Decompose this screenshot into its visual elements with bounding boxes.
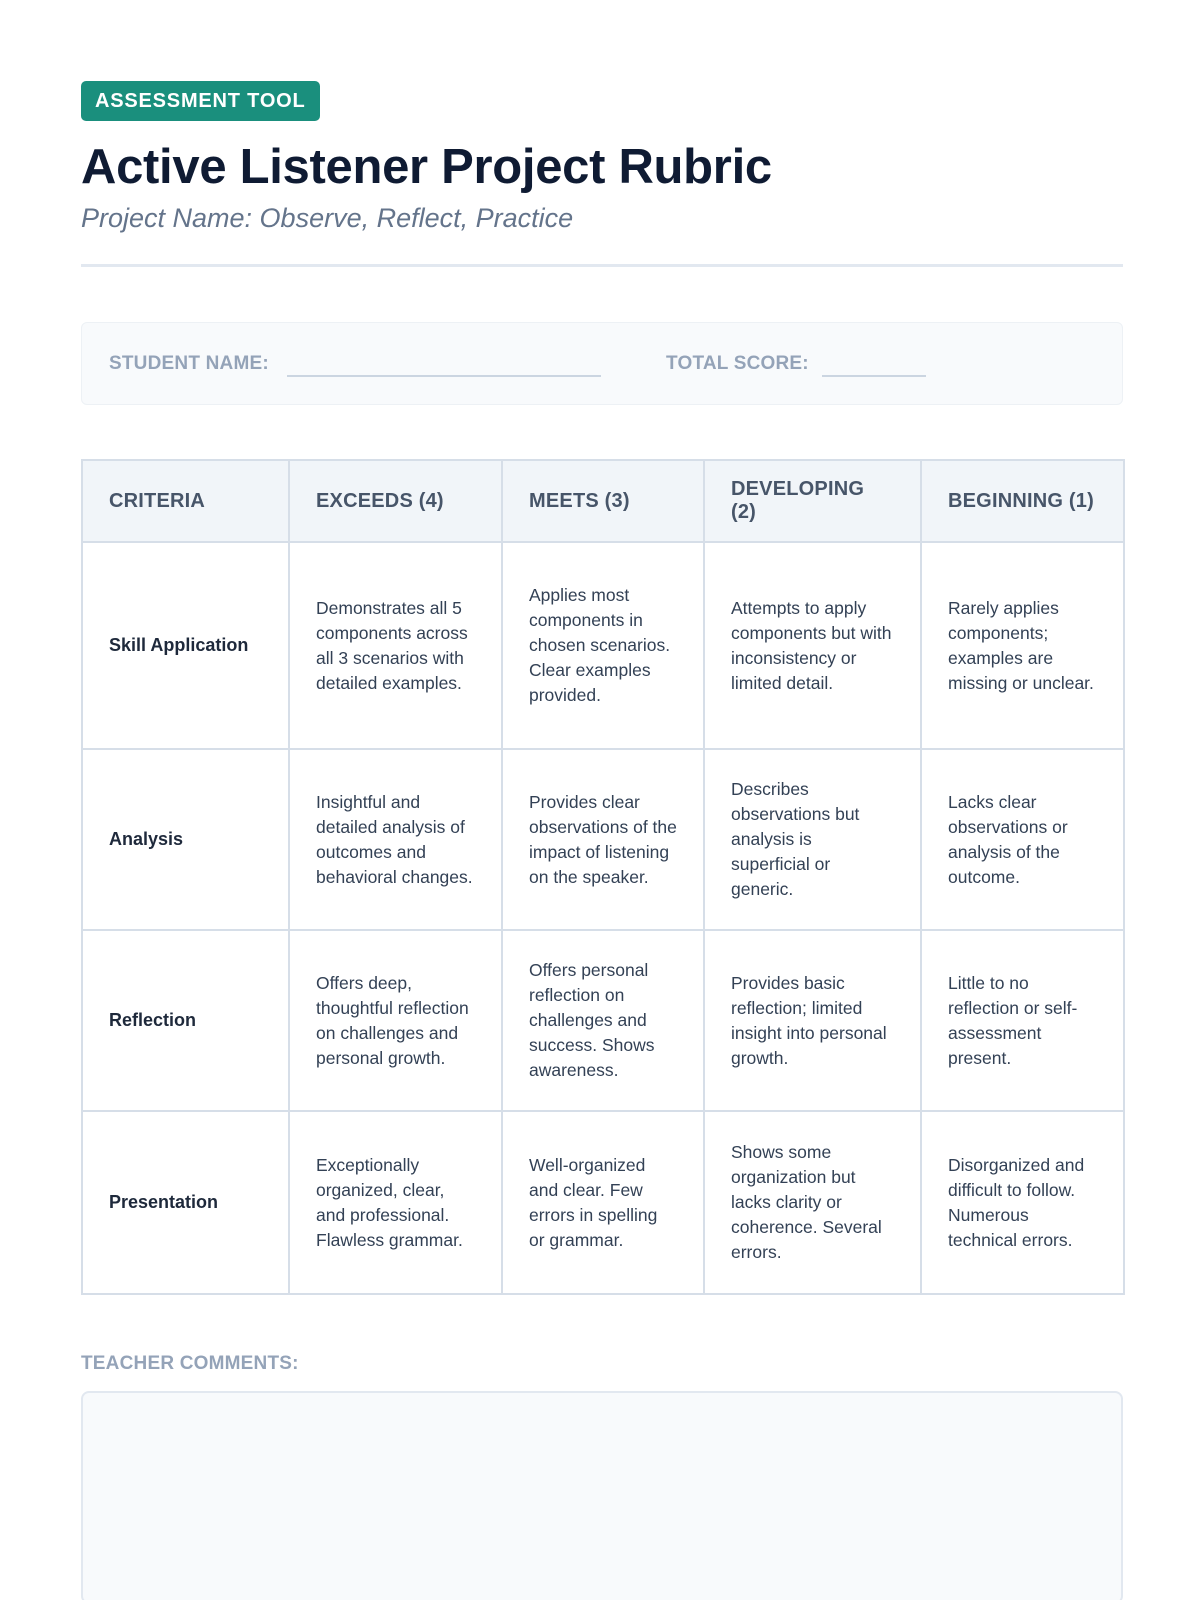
total-score-field[interactable] — [822, 375, 926, 377]
beginning-cell: Lacks clear observations or analysis of the outcome. — [921, 749, 1124, 930]
assessment-badge: ASSESSMENT TOOL — [81, 81, 320, 121]
table-row — [82, 1111, 1124, 1294]
beginning-cell: Little to no reflection or self-assessment present. — [921, 930, 1124, 1111]
total-score-label: TOTAL SCORE: — [666, 353, 809, 374]
developing-cell: Attempts to apply components but with inconsistency or limited detail. — [704, 542, 921, 749]
header-exceeds: EXCEEDS (4) — [289, 460, 502, 542]
header-developing: DEVELOPING (2) — [704, 460, 921, 542]
exceeds-cell: Demonstrates all 5 components across all 3 scenarios with detailed examples. — [289, 542, 502, 749]
header-divider — [81, 264, 1123, 267]
exceeds-cell: Offers deep, thoughtful reflection on challenges and personal growth. — [289, 930, 502, 1111]
header-criteria: CRITERIA — [82, 460, 289, 542]
criteria-cell: Skill Application — [82, 542, 289, 749]
table-header-row — [82, 460, 1124, 542]
meets-cell: Provides clear observations of the impact of listening on the speaker. — [502, 749, 704, 930]
page-title: Active Listener Project Rubric — [81, 140, 772, 194]
rubric-table — [81, 459, 1125, 1295]
student-info-box — [81, 322, 1123, 405]
exceeds-cell: Insightful and detailed analysis of outcomes and behavioral changes. — [289, 749, 502, 930]
table-row — [82, 542, 1124, 749]
criteria-cell: Presentation — [82, 1111, 289, 1294]
developing-cell: Shows some organization but lacks clarity or coherence. Several errors. — [704, 1111, 921, 1294]
meets-cell: Applies most components in chosen scenarios. Clear examples provided. — [502, 542, 704, 749]
beginning-cell: Disorganized and difficult to follow. Numerous technical errors. — [921, 1111, 1124, 1294]
meets-cell: Offers personal reflection on challenges and success. Shows awareness. — [502, 930, 704, 1111]
meets-cell: Well-organized and clear. Few errors in spelling or grammar. — [502, 1111, 704, 1294]
developing-cell: Provides basic reflection; limited insight into personal growth. — [704, 930, 921, 1111]
teacher-comments-box[interactable] — [81, 1391, 1123, 1600]
project-subtitle: Project Name: Observe, Reflect, Practice — [81, 203, 574, 233]
student-name-label: STUDENT NAME: — [109, 353, 269, 374]
exceeds-cell: Exceptionally organized, clear, and professional. Flawless grammar. — [289, 1111, 502, 1294]
student-name-field[interactable] — [287, 375, 601, 377]
teacher-comments-label: TEACHER COMMENTS: — [81, 1353, 299, 1374]
header-beginning: BEGINNING (1) — [921, 460, 1124, 542]
table-row — [82, 749, 1124, 930]
beginning-cell: Rarely applies components; examples are missing or unclear. — [921, 542, 1124, 749]
header-meets: MEETS (3) — [502, 460, 704, 542]
criteria-cell: Analysis — [82, 749, 289, 930]
criteria-cell: Reflection — [82, 930, 289, 1111]
developing-cell: Describes observations but analysis is superficial or generic. — [704, 749, 921, 930]
table-row — [82, 930, 1124, 1111]
